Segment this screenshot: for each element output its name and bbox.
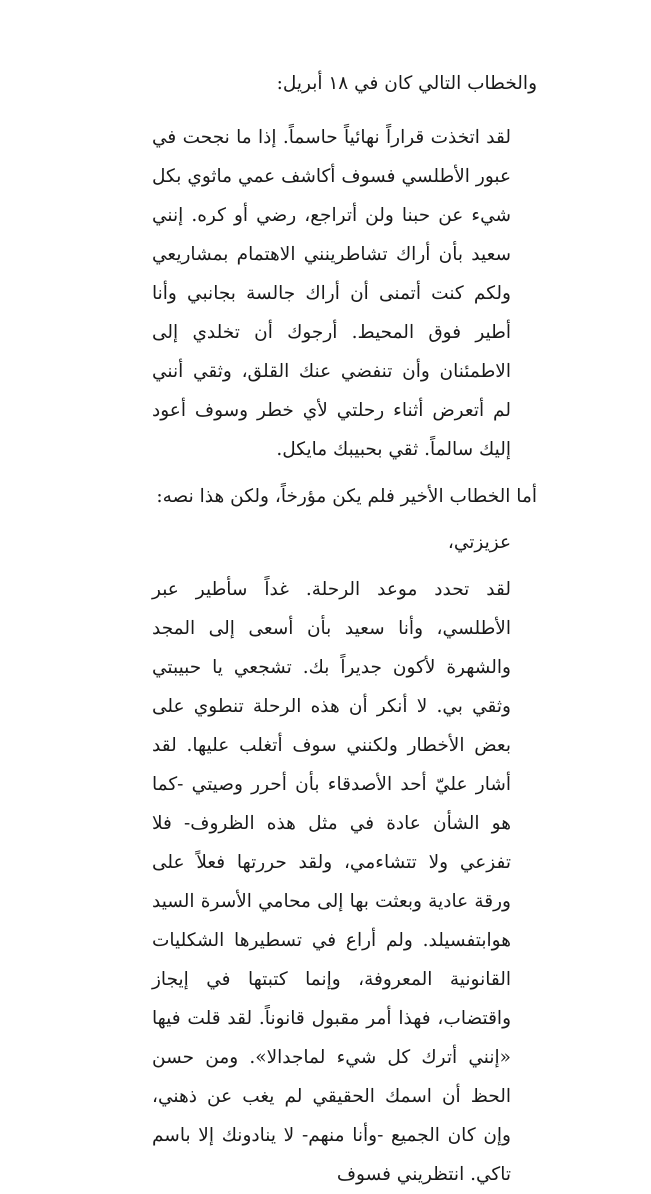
intro-line-last-letter: أما الخطاب الأخير فلم يكن مؤرخاً، ولكن هذا نصه: [156, 486, 537, 507]
spacer [0, 562, 651, 570]
letter-salutation: عزيزتي، [447, 532, 511, 553]
spacer [0, 469, 651, 479]
spacer [0, 102, 651, 118]
letter-last-body: لقد تحدد موعد الرحلة. غداً سأطير عبر الأطلسي، وأنا سعيد بأن أسعى إلى المجد والشهرة لأكون جديراً بك. تشجعي يا حبيبتي وثقي بي. لا أنكر أن هذه الرحلة تنطوي على بعض الأخطار ولكنني سوف أتغلب عليها. لقد أشار عليّ أحد الأصدقاء بأن أحرر وصيتي -كما هو الشأن عادة في مثل هذه الظروف- فلا تفزعي ولا تتشاءمي، ولقد حررتها فعلاً على ورقة عادية وبعثت بها إلى محامي الأسرة السيد هوابتفسيلد. ولم أراع في تسطيرها الشكليات القانونية المعروفة، وإنما كتبتها في إيجاز واقتضاب، فهذا أمر مقبول قانوناً. لقد قلت فيها «إنني أترك كل شيء لماجدالا». ومن حسن الحظ أن اسمك الحقيقي لم يغب عن ذهني، وإن كان الجميع -وأنا منهم- لا ينادونك إلا باسم تاكي. انتظريني فسوف [152, 579, 511, 1185]
letter-april-body: لقد اتخذت قراراً نهائياً حاسماً. إذا ما نجحت في عبور الأطلسي فسوف أكاشف عمي ماثوي بكل شيء عن حبنا ولن أتراجع، رضي أو كره. إنني سعيد بأن أراك تشاطرينني الاهتمام بمشاريعي ولكم كنت أتمنى أن أراك جالسة بجانبي وأنا أطير فوق المحيط. أرجوك أن تخلدي إلى الاطمئنان وأن تنفضي عنك القلق، وثقي أنني لم أتعرض أثناء رحلتي لأي خطر وسوف أعود إليك سالماً. ثقي بحبيبك مايكل. [152, 127, 511, 460]
intro-line-april-letter: والخطاب التالي كان في ١٨ أبريل: [276, 73, 537, 94]
spacer [0, 515, 651, 523]
